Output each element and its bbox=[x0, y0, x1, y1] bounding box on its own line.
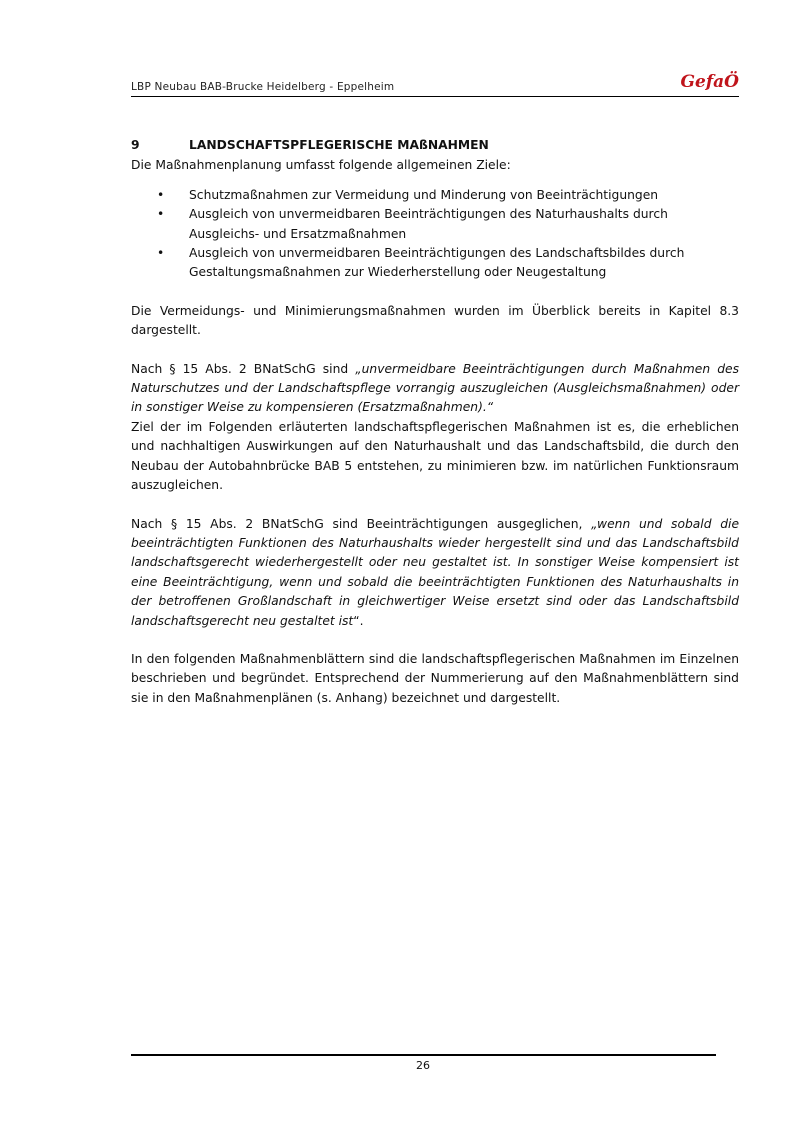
goals-list bbox=[131, 186, 739, 283]
intro-paragraph: Die Maßnahmenplanung umfasst folgende allgemeinen Ziele: bbox=[131, 158, 511, 173]
page-number: 26 bbox=[416, 1059, 430, 1072]
bullet-icon: • bbox=[157, 207, 165, 222]
bullet-icon: • bbox=[157, 246, 165, 261]
list-item bbox=[131, 186, 739, 205]
list-item-text: Ausgleich von unvermeidbaren Beeinträchtigungen des Landschaftsbildes durch Gestaltungsmaßnahmen zur Wiederherstellung oder Neugestaltung bbox=[189, 246, 685, 280]
paragraph-measure-sheets: In den folgenden Maßnahmenblättern sind die landschaftspflegerischen Maßnahmen im Einzelnen beschrieben und begründet. Entsprechend der Nummerierung auf den Maßnahmenblättern sind sie in den Maßnahmenplänen (s. Anhang) bezeichnet und dargestellt. bbox=[131, 651, 739, 705]
page-header bbox=[131, 66, 739, 97]
list-item-text: Schutzmaßnahmen zur Vermeidung und Minderung von Beeinträchtigungen bbox=[189, 187, 659, 202]
section-number: 9 bbox=[131, 138, 140, 152]
paragraph-avoidance: Die Vermeidungs- und Minimierungsmaßnahmen wurden im Überblick bereits in Kapitel 8.3 dargestellt. bbox=[131, 303, 739, 338]
paragraph-legal-quote-2 bbox=[131, 515, 739, 631]
section-title: LANDSCHAFTSPFLEGERISCHE MAßNAHMEN bbox=[189, 138, 489, 152]
list-item bbox=[131, 205, 739, 244]
paragraph-lead: Nach § 15 Abs. 2 BNatSchG sind Beeinträchtigungen ausgeglichen, bbox=[131, 516, 592, 531]
legal-quote: „wenn und sobald die beeinträchtigten Funktionen des Naturhaushalts wieder hergestellt sind und das Landschaftsbild landschaftsgerecht wiederhergestellt oder neu gestaltet ist. In sonstiger Weise kompensiert ist eine Beeinträchtigung, wenn und sobald die beeinträchtigten Funktionen des Naturhaushalts in der betroffenen Großlandschaft in gleichwertiger Weise ersetzt sind oder das Landschaftsbild landschaftsgerecht neu gestaltet ist bbox=[131, 516, 740, 628]
paragraph-goal: Ziel der im Folgenden erläuterten landschaftspflegerischen Maßnahmen ist es, die erheblichen und nachhaltigen Auswirkungen auf den Naturhaushalt und das Landschaftsbild, die durch den Neubau der Autobahnbrücke BAB 5 entstehen, zu minimieren bzw. im natürlichen Funktionsraum auszugleichen. bbox=[131, 419, 739, 493]
section-heading bbox=[131, 136, 739, 155]
legal-quote: „unvermeidbare Beeinträchtigungen durch Maßnahmen des Naturschutzes und der Landschaftspflege vorrangig auszugleichen (Ausgleichsmaßnahmen) oder in sonstiger Weise zu kompensieren (Ersatzmaßnahmen).“ bbox=[131, 361, 739, 415]
list-item bbox=[131, 244, 739, 283]
quote-close: “. bbox=[353, 613, 364, 628]
page-content bbox=[131, 136, 739, 708]
footer-divider bbox=[131, 1054, 716, 1056]
bullet-icon: • bbox=[157, 187, 165, 202]
paragraph-legal-quote-1 bbox=[131, 360, 739, 418]
gefaoe-logo: GefaÖ bbox=[680, 72, 739, 92]
paragraph-lead: Nach § 15 Abs. 2 BNatSchG sind bbox=[131, 361, 356, 376]
list-item-text: Ausgleich von unvermeidbaren Beeinträchtigungen des Naturhaushalts durch Ausgleichs- und Ersatzmaßnahmen bbox=[189, 207, 668, 241]
header-title: LBP Neubau BAB-Brucke Heidelberg - Eppelheim bbox=[131, 81, 395, 93]
